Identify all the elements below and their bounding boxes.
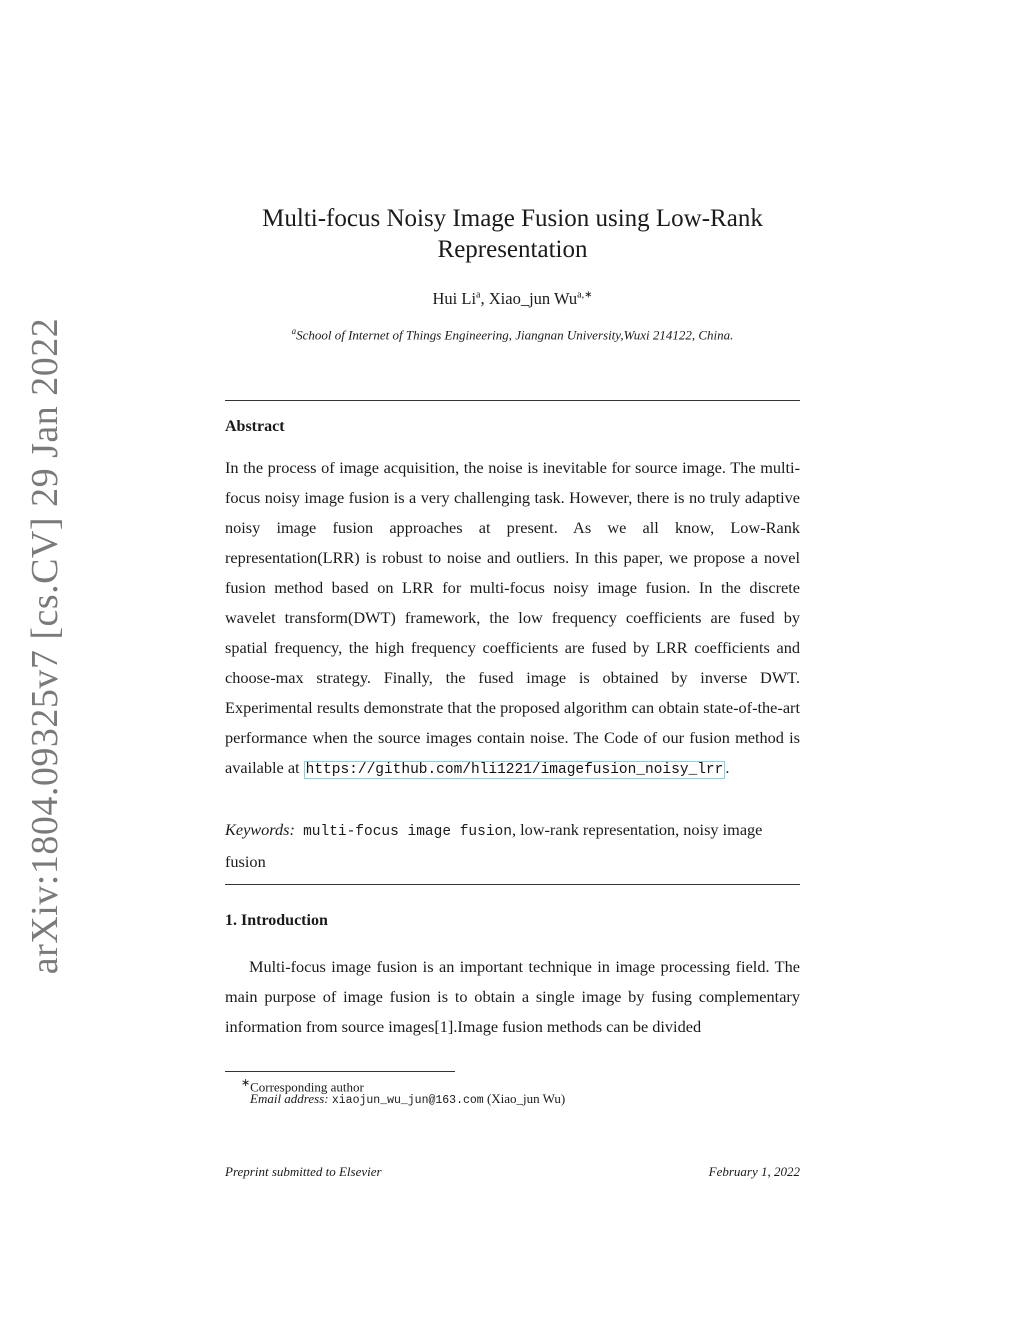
email-label: Email address: (250, 1091, 329, 1106)
introduction-body: Multi-focus image fusion is an important technique in image processing field. The main purpose of image fusion is to obtain a single image by fusing complementary information from source images[1].Image fusion methods can be divided (225, 957, 800, 1036)
footnote-rule (225, 1071, 455, 1072)
keywords-label: Keywords: (225, 820, 295, 839)
footnote-email (225, 1091, 825, 1109)
author-affiliation-mark-1: a (476, 289, 481, 301)
title-line-2: Representation (437, 236, 588, 263)
abstract-url-suffix: . (725, 758, 730, 777)
paper-title (225, 203, 800, 265)
email-owner: (Xiao_jun Wu) (486, 1091, 566, 1106)
author-list (225, 289, 800, 309)
abstract-text: In the process of image acquisition, the noise is inevitable for source image. The multi-focus noisy image fusion is a very challenging task. However, there is no truly adaptive noisy image fusion approaches at present. As we all know, Low-Rank representation(LRR) is robust to noise and outliers. In this paper, we propose a novel fusion method based on LRR for multi-focus noisy image fusion. In the discrete wavelet transform(DWT) framework, the low frequency coefficients are fused by spatial frequency, the high frequency coefficients are fused by LRR coefficients and choose-max strategy. Finally, the fused image is obtained by inverse DWT. Experimental results demonstrate that the proposed algorithm can obtain state-of-the-art performance when the source images contain noise. The Code of our fusion method is available at (225, 458, 800, 777)
affiliation (225, 326, 800, 343)
footnote-corresponding-text: Corresponding author (250, 1079, 364, 1095)
keyword-first: multi-focus image fusion (303, 824, 512, 840)
abstract-body (225, 453, 800, 785)
author-affiliation-mark-2: a,∗ (577, 289, 593, 301)
preprint-date: February 1, 2022 (708, 1164, 800, 1179)
affiliation-text: School of Internet of Things Engineering, Jiangnan University,Wuxi 214122, China. (296, 327, 734, 343)
affiliation-mark: a (291, 326, 297, 336)
author-name-2: Xiao_jun Wu (488, 289, 578, 308)
code-repository-link[interactable]: https://github.com/hli1221/imagefusion_noisy_lrr (305, 762, 724, 778)
introduction-heading: 1. Introduction (225, 912, 328, 929)
abstract-bottom-rule (225, 884, 800, 885)
title-line-1: Multi-focus Noisy Image Fusion using Low-Rank (262, 205, 763, 232)
keywords-rest: , low-rank representation, noisy image fusion (225, 820, 763, 871)
abstract-heading: Abstract (225, 418, 285, 435)
author-name-1: Hui Li (432, 289, 477, 308)
arxiv-identifier: arXiv:1804.09325v7 [cs.CV] 29 Jan 2022 (24, 317, 66, 975)
keywords (225, 815, 800, 877)
footnote-mark: ∗ (241, 1077, 251, 1089)
author-separator: , (480, 289, 489, 308)
email-address[interactable]: xiaojun_wu_jun@163.com (331, 1094, 484, 1107)
abstract-top-rule (225, 400, 800, 401)
preprint-note: Preprint submitted to Elsevier (225, 1164, 382, 1179)
